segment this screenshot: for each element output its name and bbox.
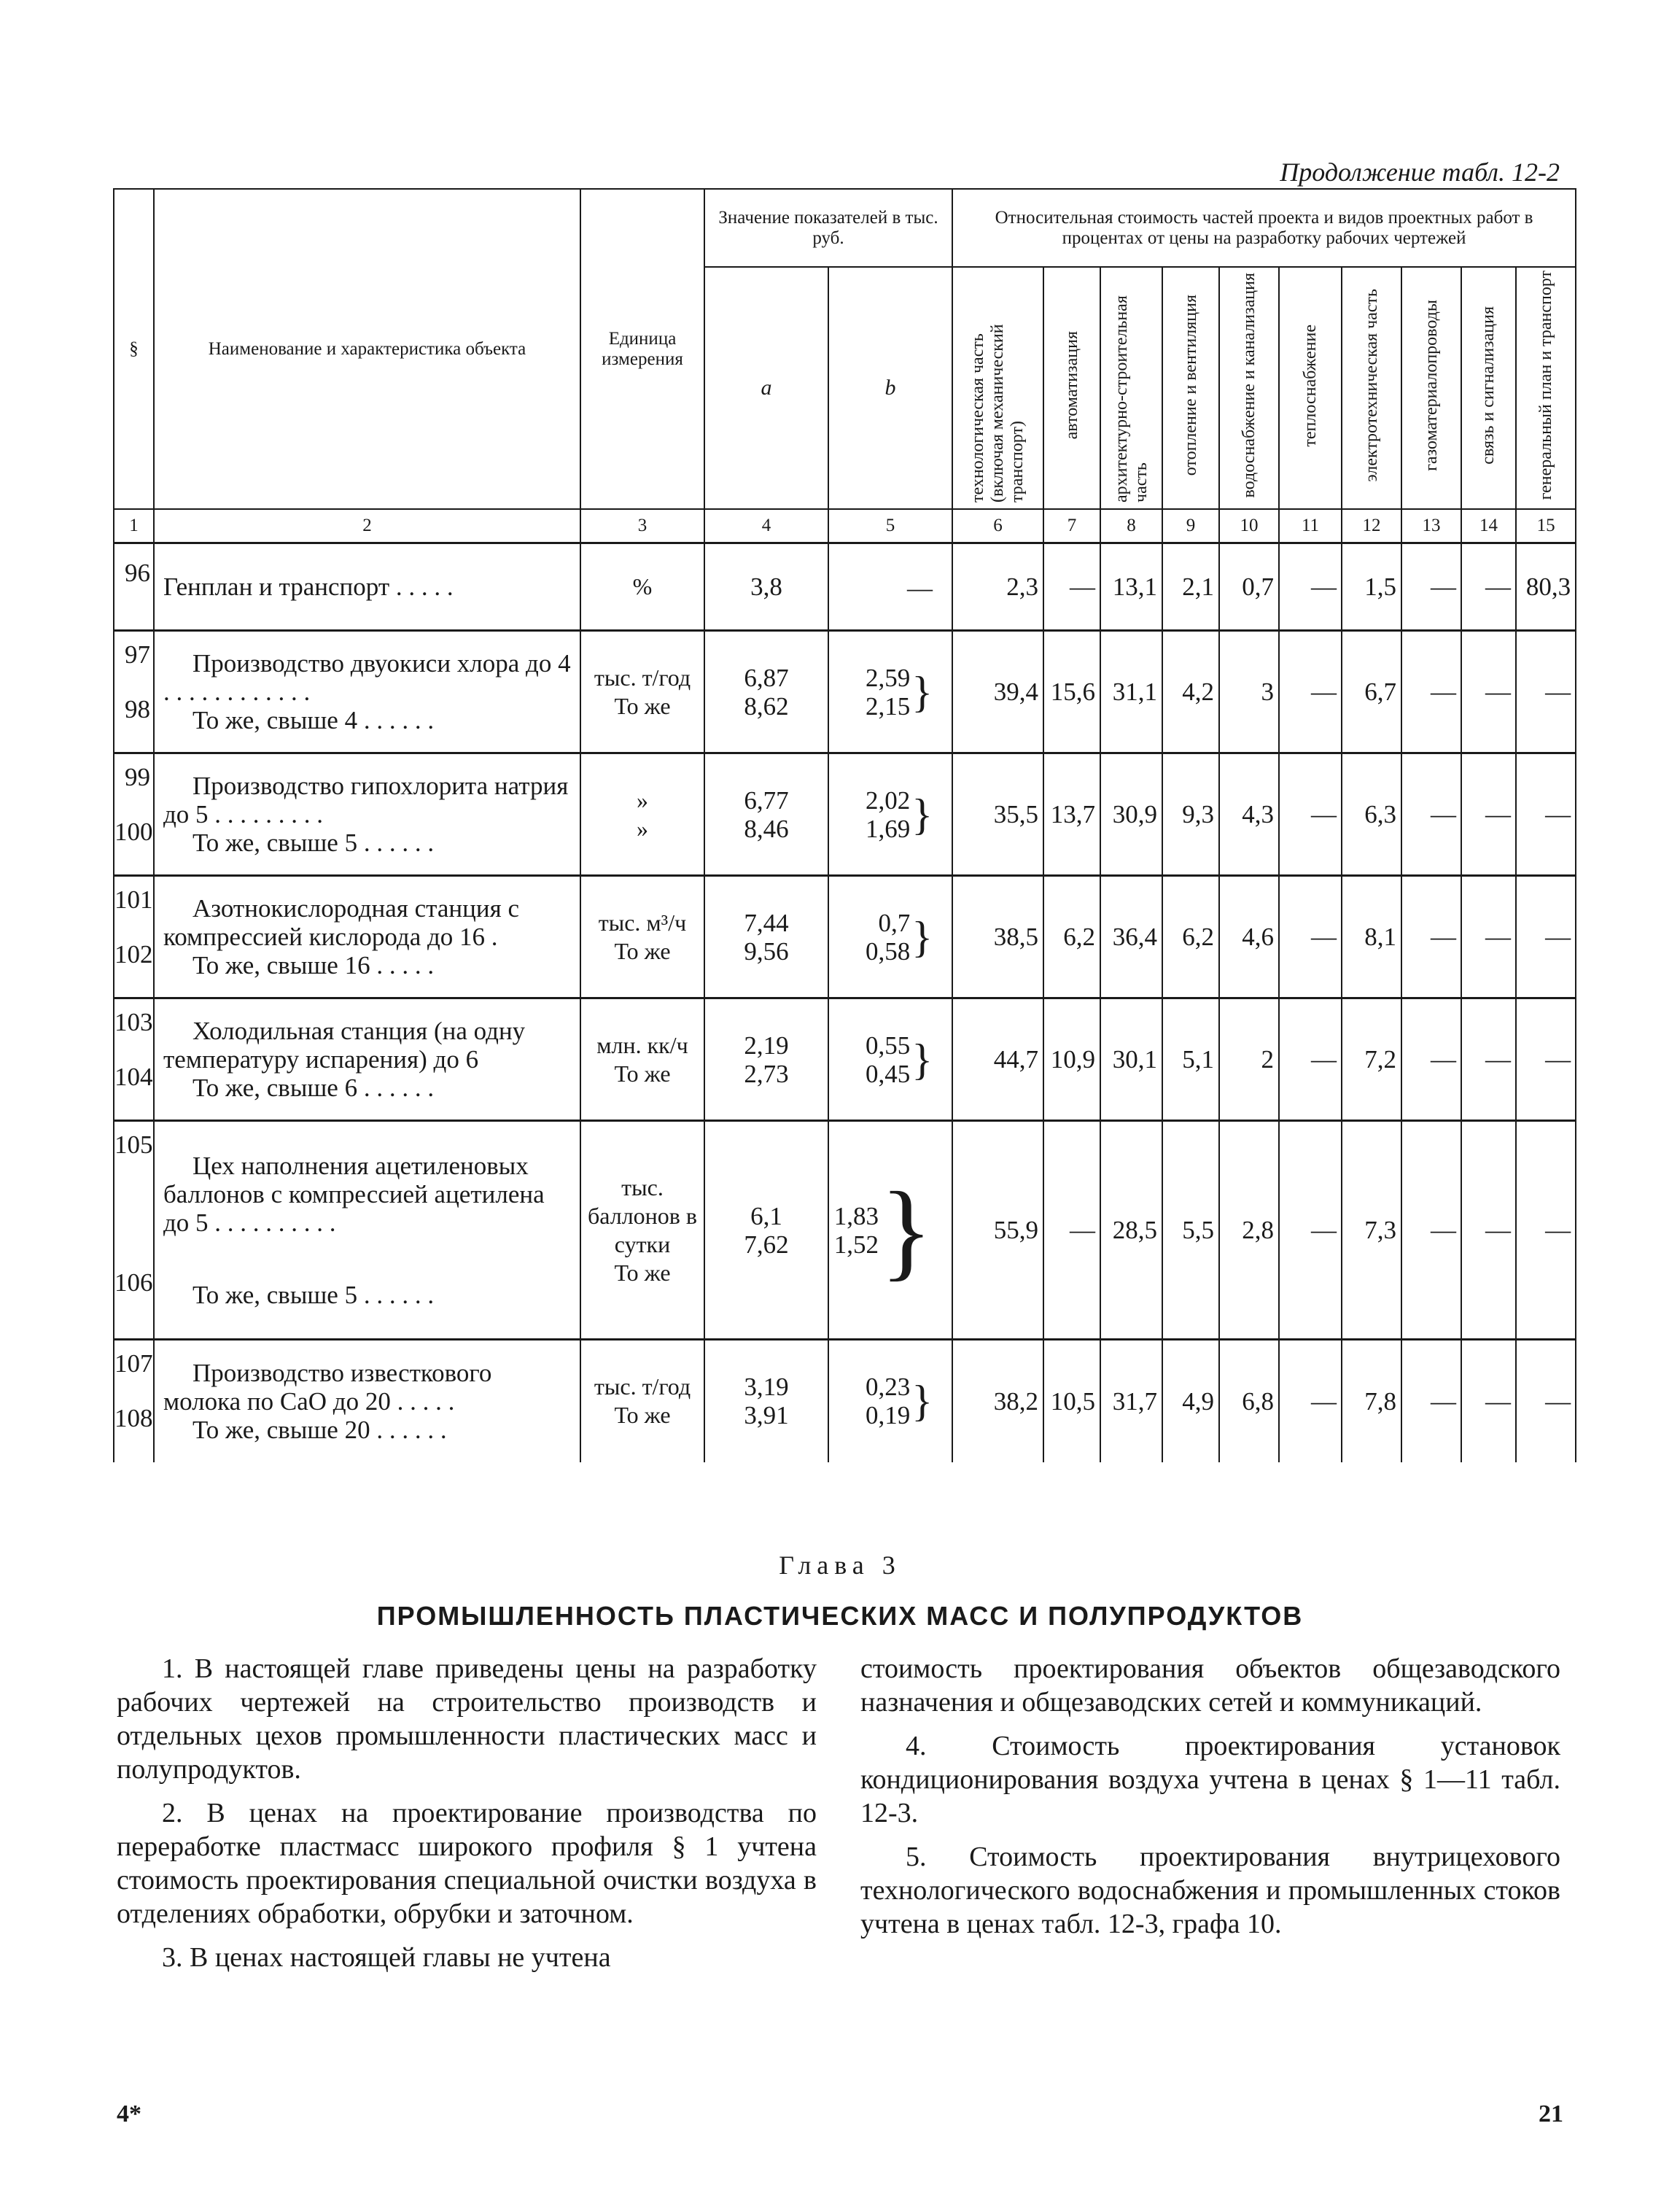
paragraph: 2. В ценах на проектирование производства по переработке пластмасс широкого профиля § 1 учтена стоимость проектирования специальной очистки воздуха в отделениях обработки, обрубки и заточном. (117, 1798, 817, 1929)
unit-cell (580, 753, 704, 876)
header-section: § (114, 189, 154, 509)
percent-cell: 7,8 (1342, 1340, 1401, 1462)
chapter-label: Глава 3 (779, 1551, 901, 1580)
percent-cell: 2,8 (1219, 1121, 1279, 1340)
text-column-right (860, 1652, 1560, 1951)
section-number-cell (114, 998, 154, 1121)
section-number: 106 (114, 1268, 153, 1297)
header-part: технологическая часть (включая механический транспорт) (952, 267, 1043, 509)
value-b-cell (828, 543, 952, 631)
object-name: То же, свыше 5 . . . . . . (192, 1280, 435, 1309)
cell-line: 3,91 (744, 1401, 789, 1430)
percent-cell: — (1461, 876, 1516, 998)
object-name-cell (154, 631, 580, 753)
chapter-title: ПРОМЫШЛЕННОСТЬ ПЛАСТИЧЕСКИХ МАСС И ПОЛУПРОДУКТОВ (376, 1601, 1304, 1631)
percent-cell: 13,1 (1100, 543, 1162, 631)
value-b-cell (828, 1340, 952, 1462)
cell-line: То же (614, 937, 671, 964)
cell-line: 3,8 (750, 573, 782, 601)
cell-line: 2,19 (744, 1031, 789, 1060)
percent-cell: 55,9 (952, 1121, 1043, 1340)
percent-cell: 30,9 (1100, 753, 1162, 876)
percent-cell: — (1401, 876, 1461, 998)
percent-cell: 6,7 (1342, 631, 1401, 753)
percent-cell: 2,1 (1162, 543, 1219, 631)
section-number: 108 (114, 1404, 153, 1432)
header-part: отопление и вентиляция (1162, 267, 1219, 509)
section-number: 97 (125, 640, 150, 669)
percent-cell: — (1279, 876, 1342, 998)
percent-cell: — (1279, 753, 1342, 876)
column-number: 14 (1461, 509, 1516, 543)
table-row (114, 631, 1576, 753)
percent-cell: — (1461, 1121, 1516, 1340)
percent-cell: 15,6 (1043, 631, 1100, 753)
header-part: автоматизация (1043, 267, 1100, 509)
percent-cell: 38,2 (952, 1340, 1043, 1462)
object-name-cell (154, 1340, 580, 1462)
table-row (114, 1340, 1576, 1462)
brace: } (880, 1169, 933, 1291)
table-row (114, 1121, 1576, 1340)
object-name: То же, свыше 5 . . . . . . (192, 829, 435, 857)
header-part: электротехническая часть (1342, 267, 1401, 509)
percent-cell: — (1279, 1340, 1342, 1462)
table-row (114, 753, 1576, 876)
section-number-cell (114, 543, 154, 631)
percent-cell: — (1401, 998, 1461, 1121)
percent-cell: 31,1 (1100, 631, 1162, 753)
section-number: 105 (114, 1130, 153, 1159)
section-number-cell (114, 631, 154, 753)
percent-cell: 35,5 (952, 753, 1043, 876)
brace: } (911, 790, 933, 839)
cell-line: — (907, 573, 933, 602)
header-a: a (704, 267, 828, 509)
percent-cell: — (1461, 543, 1516, 631)
column-numbers-row (114, 509, 1576, 543)
header-part: архитектурно-строительная часть (1100, 267, 1162, 509)
percent-cell: 30,1 (1100, 998, 1162, 1121)
cell-line: 0,55 (865, 1031, 911, 1060)
unit-cell (580, 1121, 704, 1340)
percent-cell: 31,7 (1100, 1340, 1162, 1462)
value-a-cell (704, 998, 828, 1121)
unit-cell (580, 876, 704, 998)
value-a-cell (704, 631, 828, 753)
value-b-cell (828, 1121, 952, 1340)
percent-cell: — (1401, 1340, 1461, 1462)
cell-line: тыс. т/год (594, 664, 691, 691)
percent-cell: 4,2 (1162, 631, 1219, 753)
header-name: Наименование и характеристика объекта (154, 189, 580, 509)
cell-line: 8,46 (744, 814, 789, 843)
cell-line: 9,56 (744, 936, 789, 966)
value-b-cell (828, 753, 952, 876)
brace: } (911, 1377, 933, 1426)
object-name: Цех наполнения ацетиленовых баллонов с компрессией ацетилена до 5 . . . . . . . . . . (163, 1151, 545, 1237)
column-number: 13 (1401, 509, 1461, 543)
table-body (114, 543, 1576, 1462)
cell-line: % (632, 573, 653, 600)
value-a-cell (704, 543, 828, 631)
percent-cell: — (1279, 1121, 1342, 1340)
percent-cell: — (1516, 876, 1576, 998)
value-a-cell (704, 876, 828, 998)
percent-cell: 28,5 (1100, 1121, 1162, 1340)
cell-line: 2,15 (865, 691, 911, 721)
table-row (114, 876, 1576, 998)
object-name: То же, свыше 4 . . . . . . (192, 706, 435, 734)
header-part: связь и сигнализация (1461, 267, 1516, 509)
paragraph: 1. В настоящей главе приведены цены на разработку рабочих чертежей на строительство производств и отдельных цехов промышленности пластических масс и полупродуктов. (117, 1653, 817, 1785)
object-name: То же, свыше 20 . . . . . . (192, 1415, 447, 1444)
percent-cell: — (1516, 1121, 1576, 1340)
cell-line: 1,83 (833, 1201, 879, 1230)
object-name: Производство двуокиси хлора до 4 . . . . . . . . . . . . (163, 649, 571, 706)
object-name-cell (154, 876, 580, 998)
percent-cell: — (1461, 998, 1516, 1121)
cell-line: тыс. т/год (594, 1373, 691, 1400)
table-row (114, 998, 1576, 1121)
header-unit: Единица измерения (580, 189, 704, 509)
percent-cell: — (1043, 543, 1100, 631)
unit-cell (580, 1340, 704, 1462)
section-number: 107 (114, 1349, 153, 1378)
header-b: b (828, 267, 952, 509)
continuation-note: Продолжение табл. 12-2 (1280, 158, 1560, 187)
percent-cell: 36,4 (1100, 876, 1162, 998)
percent-cell: — (1461, 753, 1516, 876)
percent-cell: 6,2 (1043, 876, 1100, 998)
paragraph: стоимость проектирования объектов общезаводского назначения и общезаводских сетей и коммуникаций. (860, 1653, 1560, 1718)
percent-cell: 9,3 (1162, 753, 1219, 876)
cell-line: тыс. баллонов в сутки (587, 1173, 698, 1257)
section-number: 98 (125, 695, 150, 723)
section-number: 99 (125, 763, 150, 791)
cell-line: 6,87 (744, 663, 789, 692)
percent-cell: — (1461, 631, 1516, 753)
header-part: генеральный план и транспорт (1516, 267, 1576, 509)
object-name: То же, свыше 16 . . . . . (192, 951, 435, 979)
unit-cell (580, 631, 704, 753)
column-number: 3 (580, 509, 704, 543)
section-number: 102 (114, 940, 153, 969)
percent-cell: — (1279, 543, 1342, 631)
cell-line: млн. кк/ч (596, 1031, 688, 1058)
percent-cell: 7,2 (1342, 998, 1401, 1121)
object-name-cell (154, 998, 580, 1121)
page-number: 21 (1539, 2100, 1563, 2127)
cell-line: 1,52 (833, 1230, 879, 1259)
section-number-cell (114, 1340, 154, 1462)
percent-cell: — (1516, 1340, 1576, 1462)
percent-cell: 8,1 (1342, 876, 1401, 998)
percent-cell: 44,7 (952, 998, 1043, 1121)
value-b-cell (828, 876, 952, 998)
percent-cell: — (1279, 631, 1342, 753)
object-name: Азотнокислородная станция с компрессией кислорода до 16 . (163, 894, 519, 951)
header-part: водоснабжение и канализация (1219, 267, 1279, 509)
percent-cell: 5,1 (1162, 998, 1219, 1121)
section-number: 101 (114, 885, 153, 914)
percent-cell: 7,3 (1342, 1121, 1401, 1340)
header-relative-cost: Относительная стоимость частей проекта и видов проектных работ в процентах от цены на разработку рабочих чертежей (952, 189, 1576, 267)
percent-cell: 4,6 (1219, 876, 1279, 998)
cell-line: 0,23 (865, 1373, 911, 1402)
section-number-cell (114, 1121, 154, 1340)
cell-line: 7,44 (744, 908, 789, 937)
price-table (113, 188, 1576, 1462)
column-number: 11 (1279, 509, 1342, 543)
cell-line: тыс. м³/ч (598, 909, 687, 936)
percent-cell: 3 (1219, 631, 1279, 753)
column-number: 4 (704, 509, 828, 543)
brace: } (911, 667, 933, 716)
object-name: То же, свыше 6 . . . . . . (192, 1074, 435, 1102)
value-b-cell (828, 998, 952, 1121)
cell-line: 2,73 (744, 1059, 789, 1088)
percent-cell: 4,9 (1162, 1340, 1219, 1462)
header-part: газоматериалопроводы (1401, 267, 1461, 509)
cell-line: То же (614, 692, 671, 719)
table-row (114, 543, 1576, 631)
object-name: Генплан и транспорт . . . . . (163, 573, 454, 601)
percent-cell: — (1516, 998, 1576, 1121)
cell-line: 0,7 (878, 908, 911, 937)
text-column-left (117, 1652, 817, 1984)
section-number-cell (114, 753, 154, 876)
cell-line: 0,45 (865, 1059, 911, 1088)
percent-cell: 38,5 (952, 876, 1043, 998)
cell-line: 8,62 (744, 691, 789, 721)
percent-cell: 10,9 (1043, 998, 1100, 1121)
paragraph: 3. В ценах настоящей главы не учтена (162, 1942, 611, 1973)
percent-cell: 4,3 (1219, 753, 1279, 876)
cell-line: 2,02 (865, 785, 911, 815)
percent-cell: — (1516, 631, 1576, 753)
column-number: 7 (1043, 509, 1100, 543)
percent-cell: 5,5 (1162, 1121, 1219, 1340)
percent-cell: 0,7 (1219, 543, 1279, 631)
cell-line: То же (614, 1259, 671, 1286)
value-a-cell (704, 1121, 828, 1340)
column-number: 1 (114, 509, 154, 543)
percent-cell: — (1516, 753, 1576, 876)
column-number: 8 (1100, 509, 1162, 543)
section-number: 103 (114, 1008, 153, 1036)
object-name-cell (154, 543, 580, 631)
value-a-cell (704, 753, 828, 876)
cell-line: 1,69 (865, 814, 911, 843)
paragraph: 5. Стоимость проектирования внутрицехового технологического водоснабжения и промышленных стоков учтена в ценах табл. 12-3, графа 10. (860, 1842, 1560, 1939)
cell-line: 6,1 (750, 1201, 782, 1230)
column-number: 15 (1516, 509, 1576, 543)
column-number: 2 (154, 509, 580, 543)
percent-cell: — (1043, 1121, 1100, 1340)
cell-line: 3,19 (744, 1373, 789, 1402)
header-values: Значение показателей в тыс. руб. (704, 189, 952, 267)
section-number: 100 (114, 818, 153, 846)
value-a-cell (704, 1340, 828, 1462)
column-number: 10 (1219, 509, 1279, 543)
percent-cell: — (1401, 543, 1461, 631)
percent-cell: — (1401, 631, 1461, 753)
percent-cell: — (1279, 998, 1342, 1121)
header-part: теплоснабжение (1279, 267, 1342, 509)
unit-cell (580, 998, 704, 1121)
cell-line: То же (614, 1402, 671, 1429)
percent-cell: 80,3 (1516, 543, 1576, 631)
value-b-cell (828, 631, 952, 753)
percent-cell: — (1461, 1340, 1516, 1462)
cell-line: 6,77 (744, 785, 789, 815)
cell-line: » (637, 815, 648, 842)
brace: } (911, 912, 933, 961)
object-name: Производство известкового молока по CaO до 20 . . . . . (163, 1358, 492, 1416)
column-number: 6 (952, 509, 1043, 543)
cell-line: » (637, 786, 648, 813)
column-number: 12 (1342, 509, 1401, 543)
section-number: 104 (114, 1063, 153, 1091)
percent-cell: 6,8 (1219, 1340, 1279, 1462)
percent-cell: — (1401, 1121, 1461, 1340)
percent-cell: 6,3 (1342, 753, 1401, 876)
object-name: Производство гипохлорита натрия до 5 . . . . . . . . . (163, 772, 569, 829)
column-number: 5 (828, 509, 952, 543)
paragraph: 4. Стоимость проектирования установок кондиционирования воздуха учтена в ценах § 1—11 табл. 12-3. (860, 1731, 1560, 1828)
unit-cell (580, 543, 704, 631)
cell-line: 0,19 (865, 1401, 911, 1430)
percent-cell: 2,3 (952, 543, 1043, 631)
signature-mark: 4* (117, 2100, 141, 2127)
object-name: Холодильная станция (на одну температуру испарения) до 6 (163, 1017, 526, 1074)
percent-cell: 13,7 (1043, 753, 1100, 876)
percent-cell: 6,2 (1162, 876, 1219, 998)
cell-line: 2,59 (865, 663, 911, 692)
cell-line: То же (614, 1060, 671, 1087)
percent-cell: 10,5 (1043, 1340, 1100, 1462)
section-number-cell (114, 876, 154, 998)
object-name-cell (154, 1121, 580, 1340)
percent-cell: 2 (1219, 998, 1279, 1121)
brace: } (911, 1035, 933, 1084)
percent-cell: — (1401, 753, 1461, 876)
percent-cell: 39,4 (952, 631, 1043, 753)
cell-line: 7,62 (744, 1230, 789, 1259)
object-name-cell (154, 753, 580, 876)
column-number: 9 (1162, 509, 1219, 543)
section-number: 96 (125, 559, 150, 587)
percent-cell: 1,5 (1342, 543, 1401, 631)
cell-line: 0,58 (865, 936, 911, 966)
